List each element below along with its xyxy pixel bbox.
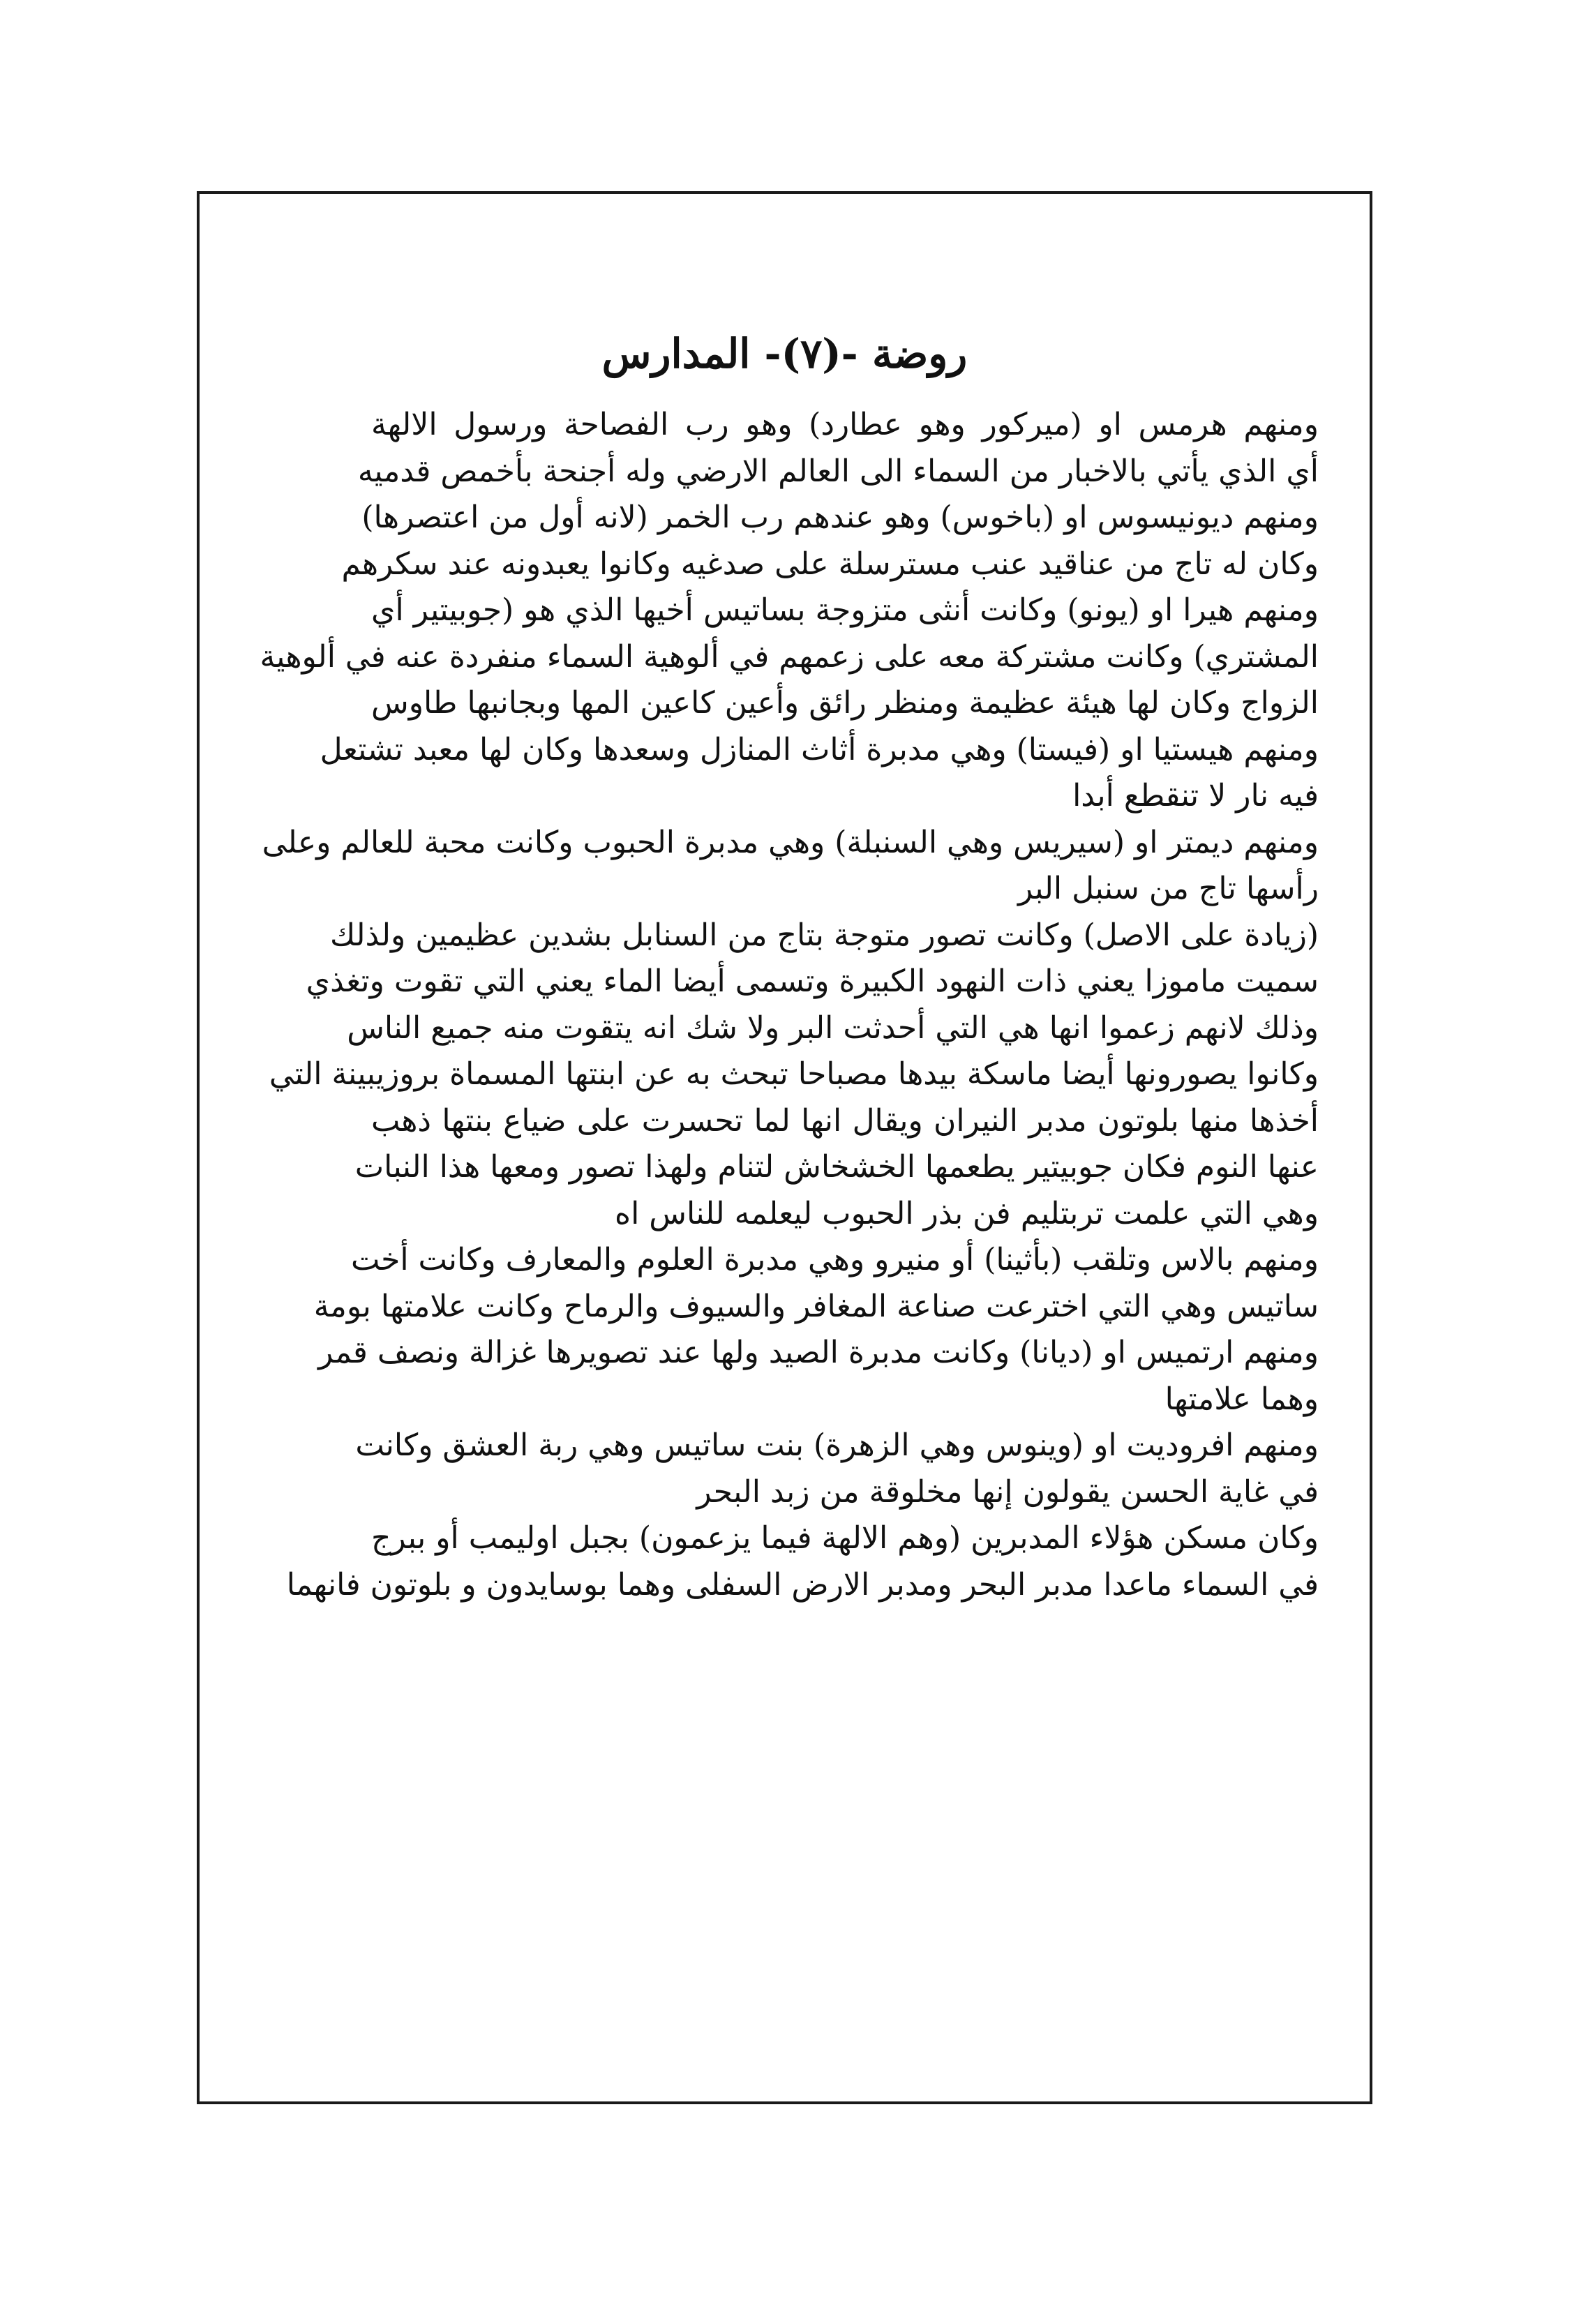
text-line: (زيادة على الاصل) وكانت تصور متوجة بتاج من السنابل بشدين عظيمين ولذلك — [330, 917, 1319, 953]
text-line: ومنهم هرمس او (ميركور وهو عطارد) وهو رب الفصاحة ورسول الالهة — [371, 407, 1319, 442]
text-line: ومنهم افروديت او (وينوس وهي الزهرة) بنت ساتيس وهي ربة العشق وكانت — [355, 1427, 1319, 1463]
text-line: ومنهم ديمتر او (سيريس وهي السنبلة) وهي مدبرة الحبوب وكانت محبة للعالم وعلى — [262, 824, 1319, 860]
text-line: أخذها منها بلوتون مدبر النيران ويقال انها لما تحسرت على ضياع بنتها ذهب — [371, 1102, 1319, 1139]
text-line: أي الذي يأتي بالاخبار من السماء الى العالم الارضي وله أجنحة بأخمص قدميه — [357, 453, 1319, 489]
text-line: وهي التي علمت تربتليم فن بذر الحبوب ليعلمه للناس اه — [615, 1195, 1319, 1231]
text-line: ومنهم ديونيسوس او (باخوس) وهو عندهم رب الخمر (لانه أول من اعتصرها) — [361, 500, 1319, 535]
text-line: ساتيس وهي التي اخترعت صناعة المغافر والسيوف والرماح وكانت علامتها بومة — [313, 1288, 1319, 1324]
text-line: ومنهم هيرا او (يونو) وكانت أنثى متزوجة بساتيس أخيها الذي هو (جوبيتير أي — [371, 592, 1319, 628]
text-line: فيه نار لا تنقطع أبدا — [1072, 778, 1319, 814]
text-line: رأسها تاج من سنبل البر — [1017, 871, 1319, 906]
text-line: سميت ماموزا يعني ذات النهود الكبيرة وتسمى أيضا الماء يعني التي تقوت وتغذي — [306, 964, 1319, 999]
text-line: وكانوا يصورونها أيضا ماسكة بيدها مصباحا تبحث به عن ابنتها المسماة بروزيبينة التي — [269, 1056, 1319, 1092]
page-header: روضة -(٧)- المدارس — [601, 330, 968, 377]
text-line: وهما علامتها — [1164, 1381, 1319, 1417]
text-line: عنها النوم فكان جوبيتير يطعمها الخشخاش لتنام ولهذا تصور ومعها هذا النبات — [354, 1149, 1319, 1185]
text-line: في السماء ماعدا مدبر البحر ومدبر الارض السفلى وهما بوسايدون و بلوتون فانهما — [286, 1566, 1319, 1603]
text-line: الزواج وكان لها هيئة عظيمة ومنظر رائق وأعين كاعين المها وبجانبها طاوس — [371, 685, 1319, 721]
text-line: ومنهم ارتميس او (ديانا) وكانت مدبرة الصيد ولها عند تصويرها غزالة ونصف قمر — [318, 1335, 1319, 1370]
page-frame — [197, 191, 1372, 2104]
text-line: ومنهم هيستيا او (فيستا) وهي مدبرة أثاث المنازل وسعدها وكان لها معبد تشتعل — [320, 731, 1319, 767]
text-line: وكان مسكن هؤلاء المدبرين (وهم الالهة فيما يزعمون) بجبل اوليمب أو ببرج — [371, 1520, 1319, 1556]
text-line: ومنهم بالاس وتلقب (بأثينا) أو منيرو وهي مدبرة العلوم والمعارف وكانت أخت — [350, 1242, 1319, 1277]
body-text — [260, 402, 1319, 1608]
text-line: وذلك لانهم زعموا انها هي التي أحدثت البر ولا شك انه يتقوت منه جميع الناس — [347, 1010, 1319, 1046]
text-line: وكان له تاج من عناقيد عنب مسترسلة على صدغيه وكانوا يعبدونه عند سكرهم — [341, 546, 1319, 582]
text-line: في غاية الحسن يقولون إنها مخلوقة من زبد البحر — [696, 1474, 1319, 1510]
text-line: المشتري) وكانت مشتركة معه على زعمهم في ألوهية السماء منفردة عنه في ألوهية — [260, 638, 1319, 675]
